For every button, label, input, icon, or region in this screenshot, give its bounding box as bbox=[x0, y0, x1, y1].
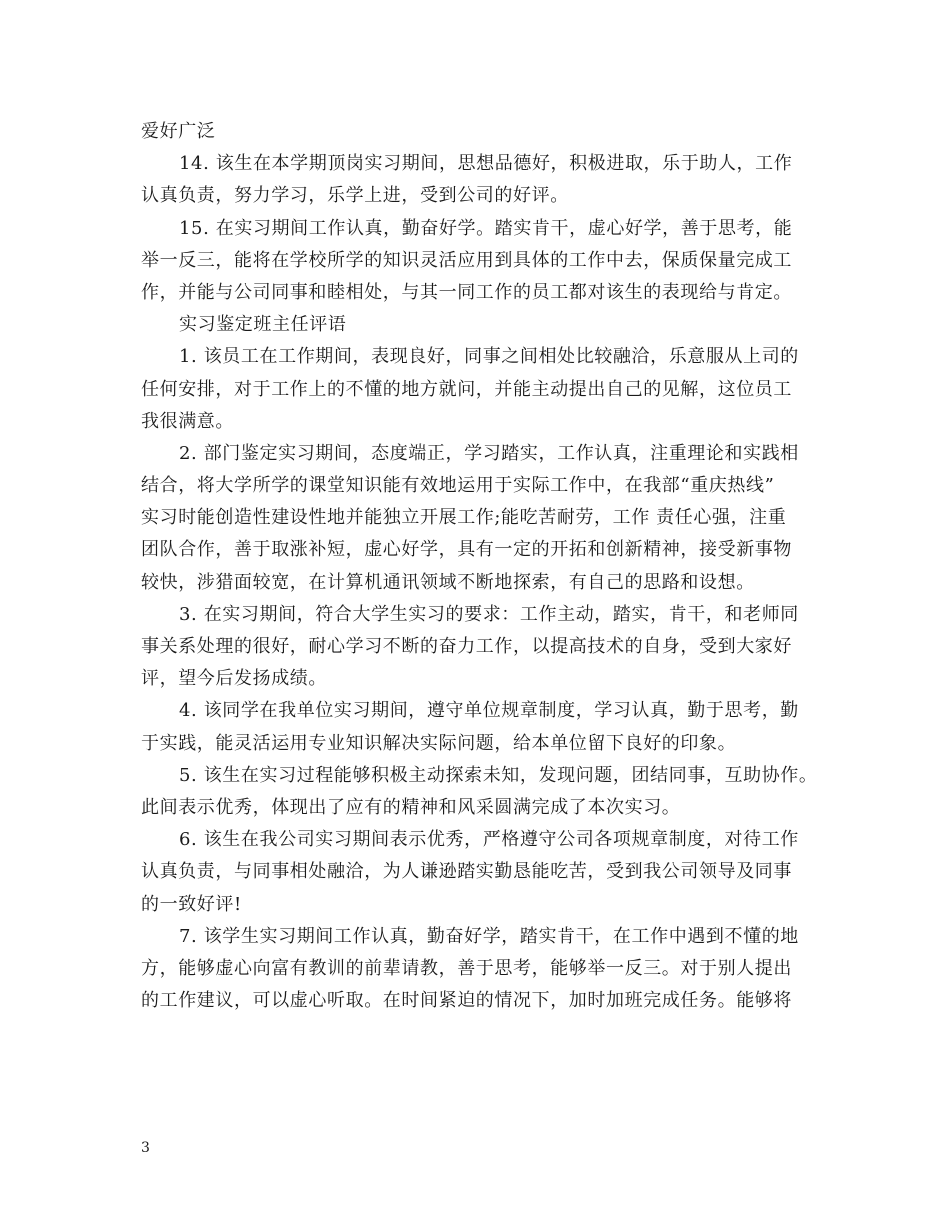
document-body bbox=[141, 116, 821, 1017]
text-line: 于实践，能灵活运用专业知识解决实际问题，给本单位留下良好的印象。 bbox=[141, 732, 737, 754]
text-line: 认真负责，与同事相处融洽，为人谦逊踏实勤恳能吃苦，受到我公司领导及同事 bbox=[141, 861, 792, 883]
text-line: 举一反三，能将在学校所学的知识灵活应用到具体的工作中去，保质保量完成工 bbox=[141, 249, 792, 271]
text-line: 实习时能创造性建设性地并能独立开展工作;能吃苦耐劳，工作 责任心强，注重 bbox=[141, 507, 787, 529]
text-line: 评，望今后发扬成绩。 bbox=[141, 668, 327, 690]
text-line: 5. 该生在实习过程能够积极主动探索未知，发现问题，团结同事，互助协作。 bbox=[179, 764, 818, 786]
text-line: 实习鉴定班主任评语 bbox=[179, 314, 347, 336]
text-line: 的一致好评! bbox=[141, 893, 242, 915]
text-line: 较快，涉猎面较宽，在计算机通讯领域不断地探索，有自己的思路和设想。 bbox=[141, 571, 755, 593]
text-line: 1. 该员工在工作期间，表现良好，同事之间相处比较融洽，乐意服从上司的 bbox=[179, 346, 799, 368]
text-line: 任何安排，对于工作上的不懂的地方就问，并能主动提出自己的见解，这位员工 bbox=[141, 378, 792, 400]
text-line: 事关系处理的很好，耐心学习不断的奋力工作，以提高技术的自身，受到大家好 bbox=[141, 636, 792, 657]
text-line: 14. 该生在本学期顶岗实习期间，思想品德好，积极进取，乐于助人，工作 bbox=[179, 153, 793, 175]
text-line: 2. 部门鉴定实习期间，态度端正，学习踏实，工作认真，注重理论和实践相 bbox=[179, 442, 799, 464]
text-line: 认真负责，努力学习，乐学上进，受到公司的好评。 bbox=[141, 185, 569, 207]
text-line: 我很满意。 bbox=[141, 410, 234, 432]
text-line: 此间表示优秀，体现出了应有的精神和风采圆满完成了本次实习。 bbox=[141, 796, 681, 818]
text-line: 作，并能与公司同事和睦相处，与其一同工作的员工都对该生的表现给与肯定。 bbox=[141, 281, 792, 303]
text-line: 团队合作，善于取涨补短，虚心好学，具有一定的开拓和创新精神，接受新事物 bbox=[141, 539, 792, 561]
text-line: 结合，将大学所学的课堂知识能有效地运用于实际工作中，在我部“重庆热线” bbox=[141, 475, 775, 497]
page-number: 3 bbox=[141, 1140, 150, 1156]
text-line: 3. 在实习期间，符合大学生实习的要求：工作主动，踏实，肯干，和老师同 bbox=[179, 603, 799, 625]
text-line: 4. 该同学在我单位实习期间，遵守单位规章制度，学习认真，勤于思考，勤 bbox=[179, 700, 799, 722]
text-line: 7. 该学生实习期间工作认真，勤奋好学，踏实肯干，在工作中遇到不懂的地 bbox=[179, 925, 799, 947]
text-line: 方，能够虚心向富有教训的前辈请教，善于思考，能够举一反三。对于别人提出 bbox=[141, 957, 792, 979]
text-line: 15. 在实习期间工作认真，勤奋好学。踏实肯干，虚心好学，善于思考，能 bbox=[179, 217, 793, 239]
text-line: 的工作建议，可以虚心听取。在时间紧迫的情况下，加时加班完成任务。能够将 bbox=[141, 990, 792, 1012]
text-line: 6. 该生在我公司实习期间表示优秀，严格遵守公司各项规章制度，对待工作 bbox=[179, 829, 799, 851]
text-line: 爱好广泛 bbox=[141, 121, 216, 142]
